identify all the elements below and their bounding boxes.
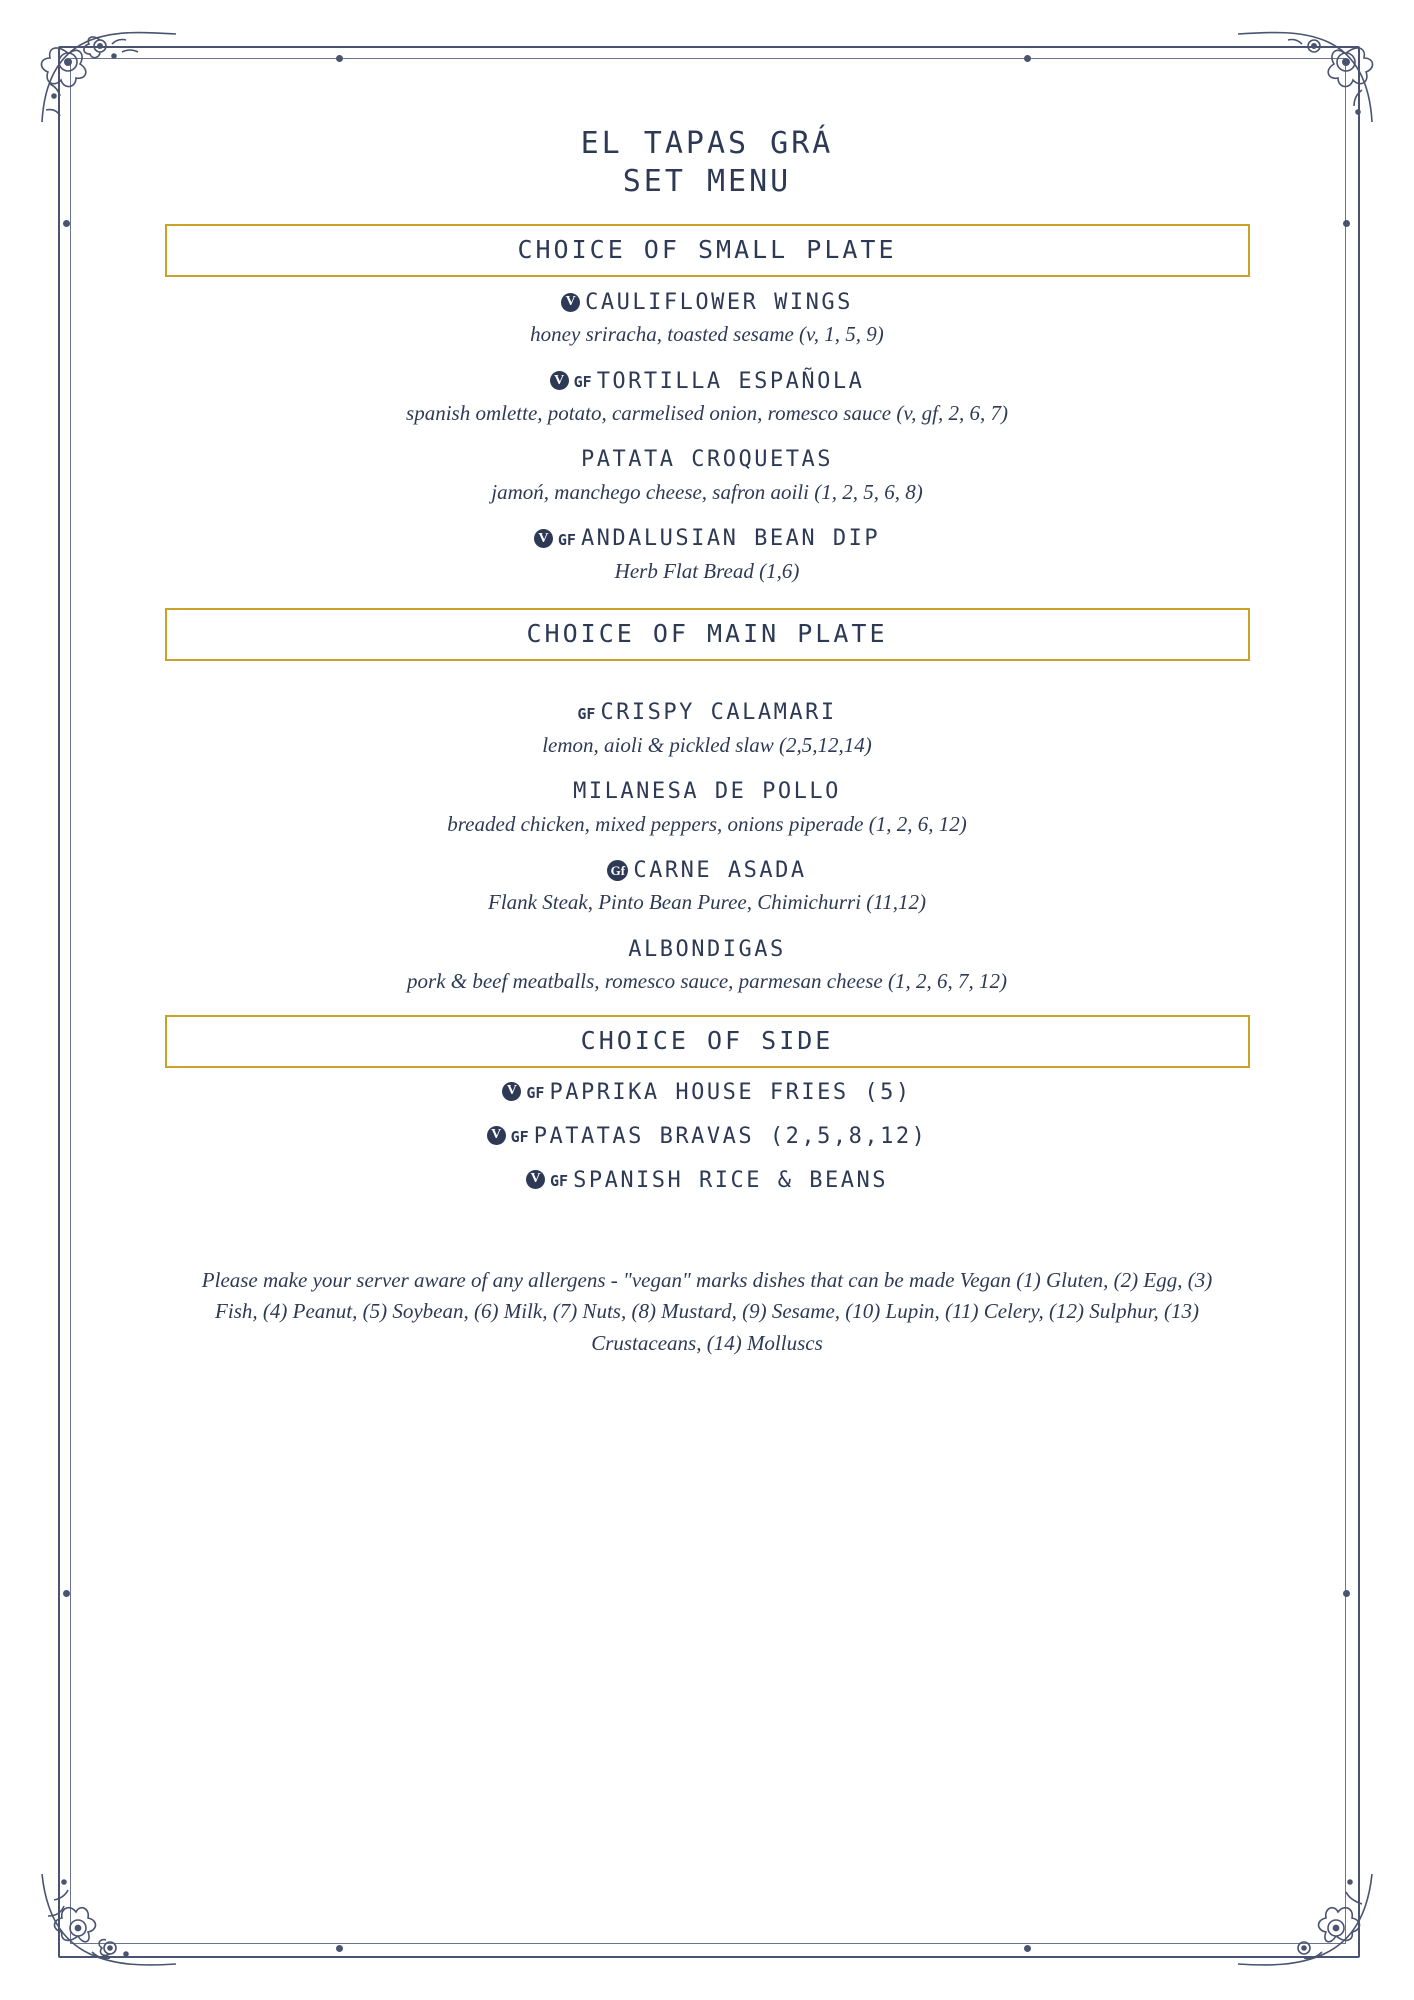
side-items [150, 1080, 1264, 1193]
gluten-free-badge-icon: GF [573, 373, 592, 392]
border-dot [1024, 55, 1031, 62]
gluten-free-badge-icon: GF [526, 1084, 545, 1103]
menu-item-description: pork & beef meatballs, romesco sauce, parmesan cheese (1, 2, 6, 7, 12) [407, 969, 1007, 994]
menu-item[interactable] [150, 1168, 1264, 1193]
vegetarian-badge-icon: V [561, 293, 580, 312]
border-dot [1343, 1590, 1350, 1597]
menu-item-description: spanish omlette, potato, carmelised onion, romesco sauce (v, gf, 2, 6, 7) [406, 401, 1008, 426]
menu-item-description: jamoń, manchego cheese, safron aoili (1, 2, 5, 6, 8) [491, 480, 923, 505]
spacer [150, 661, 1264, 699]
menu-item-name-row [150, 778, 1264, 807]
gluten-free-badge-icon: GF [577, 704, 596, 723]
gluten-free-badge-icon: GF [550, 1172, 569, 1191]
menu-item-name-row [150, 699, 1264, 728]
menu-item[interactable] [150, 699, 1264, 758]
menu-item-title: ALBONDIGAS [628, 936, 786, 962]
section-label: CHOICE OF SIDE [580, 1025, 834, 1055]
menu-item-title: CAULIFLOWER WINGS [585, 289, 853, 315]
menu-item-title: ANDALUSIAN BEAN DIP [580, 526, 881, 552]
section-label: CHOICE OF MAIN PLATE [526, 619, 888, 649]
vegetarian-badge-icon: V [526, 1170, 545, 1189]
menu-item[interactable] [150, 857, 1264, 916]
section-label: CHOICE OF SMALL PLATE [517, 234, 897, 264]
menu-item[interactable] [150, 778, 1264, 837]
menu-item-name-row [150, 936, 1264, 965]
vegetarian-badge-icon: V [550, 371, 569, 390]
border-dot [63, 1590, 70, 1597]
menu-item-title: SPANISH RICE & BEANS [573, 1167, 888, 1193]
border-dot [63, 220, 70, 227]
menu-item-description: Flank Steak, Pinto Bean Puree, Chimichurri (11,12) [488, 890, 926, 915]
menu-item-title: PAPRIKA HOUSE FRIES (5) [549, 1079, 912, 1105]
menu-item-title: TORTILLA ESPAÑOLA [596, 368, 865, 394]
border-dot [336, 1945, 343, 1952]
menu-item-title: PATATAS BRAVAS (2,5,8,12) [533, 1123, 928, 1149]
menu-item-name-row [150, 446, 1264, 475]
menu-item[interactable] [150, 1124, 1264, 1149]
menu-title [150, 125, 1264, 202]
floral-ornament-icon [34, 1824, 184, 1974]
menu-item-description: lemon, aioli & pickled slaw (2,5,12,14) [542, 732, 872, 757]
gluten-free-badge-icon: GF [557, 530, 576, 549]
menu-item-description: Herb Flat Bread (1,6) [614, 558, 800, 583]
menu-subtitle: SET MENU [622, 164, 792, 200]
section-header-side [165, 1015, 1250, 1068]
menu-content [150, 125, 1264, 1360]
main-plate-items [150, 699, 1264, 994]
menu-item-name-row [150, 525, 1264, 554]
menu-item[interactable] [150, 289, 1264, 348]
section-header-main-plate [165, 608, 1250, 661]
menu-item-description: honey sriracha, toasted sesame (v, 1, 5, 9) [530, 322, 884, 347]
border-dot [1024, 1945, 1031, 1952]
border-dot [1343, 220, 1350, 227]
menu-item[interactable] [150, 446, 1264, 505]
vegetarian-badge-icon: V [487, 1126, 506, 1145]
menu-item[interactable] [150, 368, 1264, 427]
menu-item-name-row [150, 857, 1264, 886]
menu-item-title: PATATA CROQUETAS [581, 447, 833, 473]
section-header-small-plate [165, 224, 1250, 277]
menu-item-title: MILANESA DE POLLO [573, 779, 841, 804]
small-plate-items [150, 289, 1264, 584]
menu-item[interactable] [150, 525, 1264, 584]
menu-item-title: CARNE ASADA [633, 857, 807, 883]
restaurant-name: EL TAPAS GRÁ [580, 126, 834, 161]
menu-item-name-row [150, 368, 1264, 397]
border-dot [336, 55, 343, 62]
gluten-free-badge-icon: GF [510, 1128, 529, 1147]
gluten-free-badge-icon: Gf [607, 860, 628, 881]
allergen-note: Please make your server aware of any allergens - "vegan" marks dishes that can be made Vegan (1) Gluten, (2) Egg, (3) Fish, (4) Peanut, (5) Soybean, (6) Milk, (7) Nuts, (8) Mustard, (9) Sesame, (10) Lupin, (11) Celery, (12) Sulphur, (13) Crustaceans, (14) Molluscs [201, 1267, 1213, 1356]
menu-item[interactable] [150, 936, 1264, 995]
menu-item-description: breaded chicken, mixed peppers, onions piperade (1, 2, 6, 12) [447, 811, 967, 836]
menu-item-title: CRISPY CALAMARI [600, 700, 837, 726]
menu-item[interactable] [150, 1080, 1264, 1105]
menu-item-name-row [150, 289, 1264, 318]
vegetarian-badge-icon: V [534, 529, 553, 548]
vegetarian-badge-icon: V [502, 1082, 521, 1101]
floral-ornament-icon [1230, 1824, 1380, 1974]
